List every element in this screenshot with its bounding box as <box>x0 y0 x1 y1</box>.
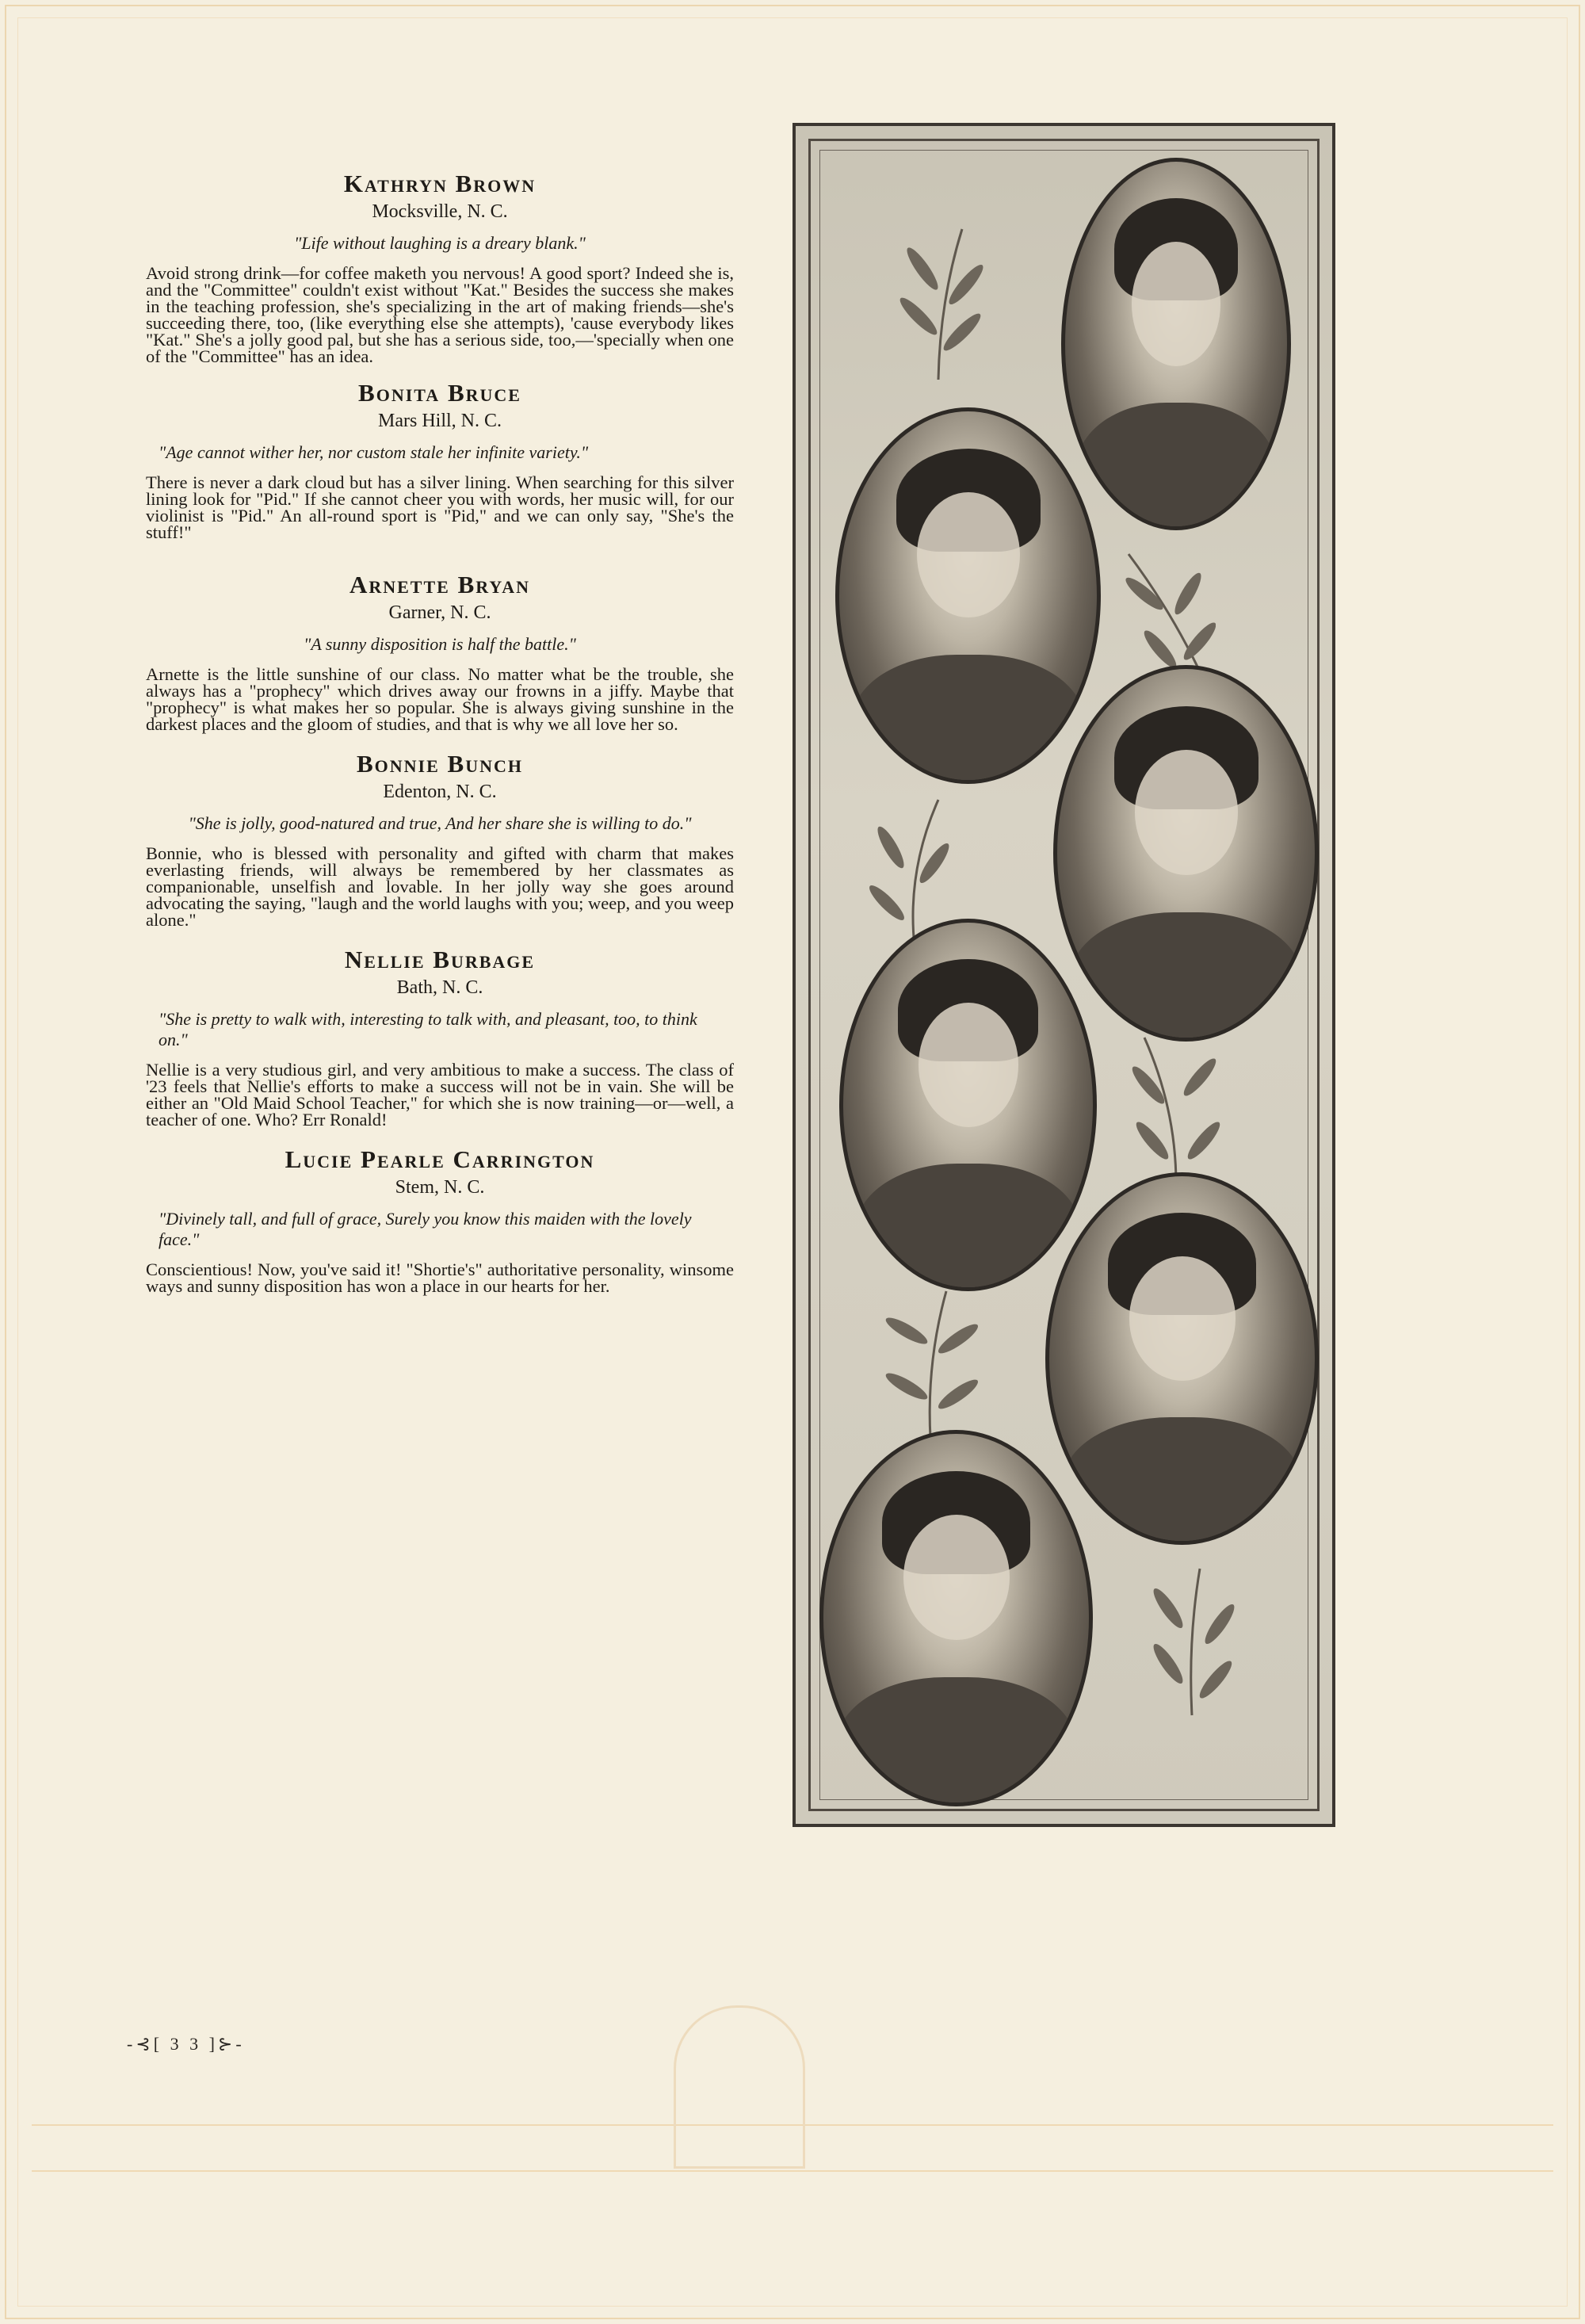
student-bio: Bonnie, who is blessed with personality and gifted with charm that makes everlasting friends, will always be remembered by her classmates as companionable, unselfish and lovable. In her jolly way she goes around advocating the saying, "laugh and the world laughs with you; weep, and you weep alone." <box>146 843 734 930</box>
portrait-nellie-burbage <box>1045 1172 1319 1545</box>
text-column <box>143 170 737 1294</box>
entry-bonnie-bunch <box>143 750 737 928</box>
student-name: Arnette Bryan <box>349 571 531 598</box>
portrait-lucie-pearle-carrington <box>819 1430 1093 1806</box>
student-bio: Conscientious! Now, you've said it! "Shortie's" authoritative personality, winsome ways and sunny disposition has won a place in our hearts for her. <box>146 1259 734 1296</box>
leaf-ornament <box>1129 1030 1224 1188</box>
student-hometown: Garner, N. C. <box>388 602 491 623</box>
portrait-panel <box>792 123 1335 1827</box>
portrait-bonita-bruce <box>835 407 1101 784</box>
entry-bonita-bruce <box>143 379 737 541</box>
student-motto: "Divinely tall, and full of grace, Surely you know this maiden with the lovely face." <box>158 1209 692 1249</box>
student-name: Nellie Burbage <box>344 946 536 973</box>
student-bio: Avoid strong drink—for coffee maketh you nervous! A good sport? Indeed she is, and the "Committee" couldn't exist without "Kat." Besides the success she makes in the teaching profession, she's specializing in the art of making friends—she's succeeding there, too, (like everything else she attempts), 'cause everybody likes "Kat." She's a jolly good pal, but she has a serious side, too,—'specially when one of the "Committee" has an idea. <box>146 263 734 366</box>
leaf-ornament <box>883 1283 978 1442</box>
portrait-bonnie-bunch <box>839 919 1097 1291</box>
student-name: Bonita Bruce <box>358 379 521 407</box>
student-hometown: Edenton, N. C. <box>383 782 497 802</box>
entry-kathryn-brown <box>143 170 737 365</box>
entry-arnette-bryan <box>143 571 737 732</box>
student-name: Lucie Pearle Carrington <box>285 1145 595 1173</box>
student-hometown: Mars Hill, N. C. <box>378 411 502 431</box>
portrait-arnette-bryan <box>1053 665 1319 1042</box>
page-number: -⊰[ 3 3 ]⊱- <box>127 2034 245 2054</box>
student-motto: "She is jolly, good-natured and true, And her share she is willing to do." <box>188 813 692 833</box>
student-hometown: Bath, N. C. <box>396 977 483 998</box>
student-hometown: Stem, N. C. <box>395 1177 485 1198</box>
student-motto: "Life without laughing is a dreary blank." <box>294 233 586 253</box>
student-hometown: Mocksville, N. C. <box>372 201 508 222</box>
footer-ornament <box>0 2100 1585 2188</box>
student-motto: "Age cannot wither her, nor custom stale her infinite variety." <box>158 442 589 462</box>
student-bio: There is never a dark cloud but has a silver lining. When searching for this silver lining look for "Pid." If she cannot cheer you with words, her music will, for our violinist is "Pid." An all-round sport is "Pid," and we can only say, "She's the stuff!" <box>146 472 734 542</box>
leaf-ornament <box>1144 1561 1239 1719</box>
entry-nellie-burbage <box>143 946 737 1128</box>
student-name: Bonnie Bunch <box>356 750 523 778</box>
entry-lucie-pearle-carrington <box>143 1145 737 1294</box>
leaf-ornament <box>891 221 986 380</box>
student-motto: "She is pretty to walk with, interesting to talk with, and pleasant, too, to think on." <box>158 1009 697 1049</box>
portrait-kathryn-brown <box>1061 158 1291 530</box>
student-motto: "A sunny disposition is half the battle." <box>304 634 576 654</box>
student-bio: Nellie is a very studious girl, and very ambitious to make a success. The class of '23 feels that Nellie's efforts to make a success will not be in vain. She will be either an "Old Maid School Teacher," for which she is now training—or—well, a teacher of one. Who? Err Ronald! <box>146 1060 734 1130</box>
student-bio: Arnette is the little sunshine of our class. No matter what be the trouble, she always has a "prophecy" which drives away our frowns in a jiffy. Maybe that "prophecy" is what makes her so popular. She is always giving sunshine in the darkest places and the gloom of studies, and that is why we all love her so. <box>146 664 734 734</box>
student-name: Kathryn Brown <box>343 170 537 197</box>
